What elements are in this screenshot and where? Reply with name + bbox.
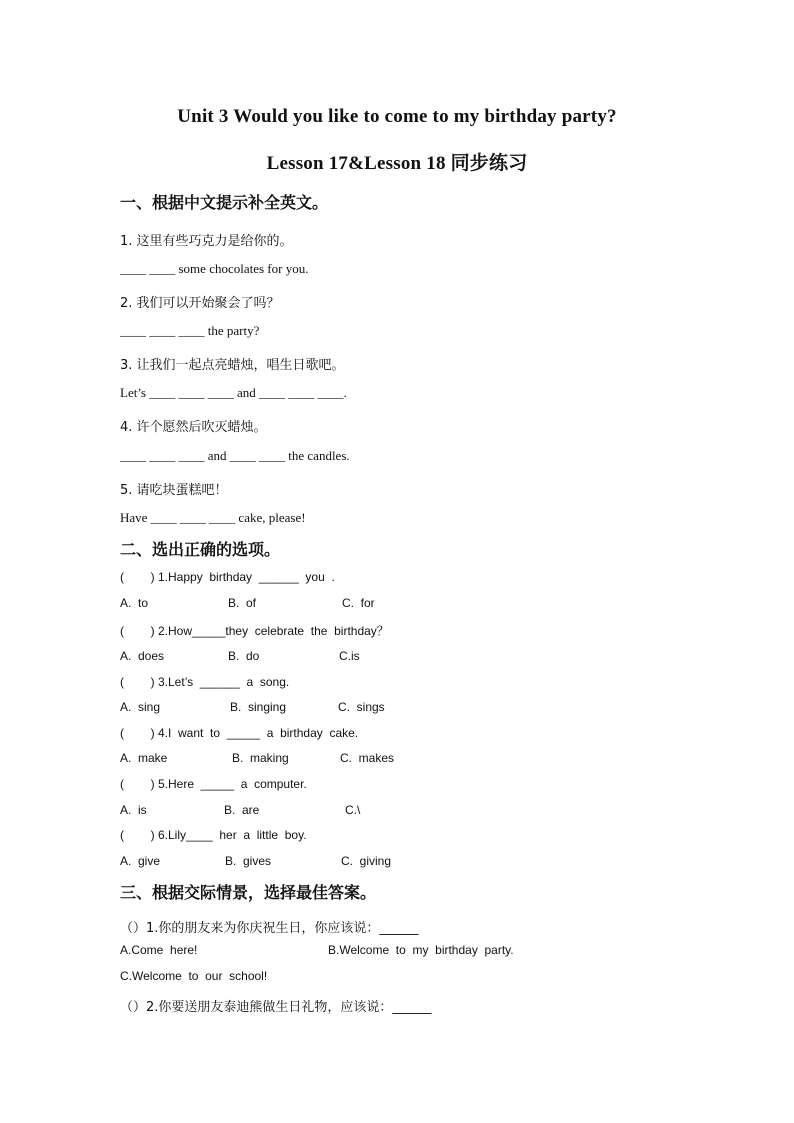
page-title: Unit 3 Would you like to come to my birthday party? — [177, 106, 617, 127]
s3-q1-question: （）1.你的朋友来为你庆祝生日，你应该说：______ — [120, 921, 419, 936]
page-subtitle: Lesson 17&Lesson 18 同步练习 — [266, 153, 528, 174]
s2-q6-question: ( ) 6.Lily____ her a little boy. — [120, 828, 307, 842]
s1-q2-english: ____ ____ ____ the party? — [120, 323, 260, 338]
s1-q4-chinese: 4. 许个愿然后吹灭蜡烛。 — [120, 420, 267, 435]
s2-q3-question: ( ) 3.Let’s ______ a song. — [120, 675, 290, 689]
s2-q5-option-c: C.\ — [345, 803, 361, 817]
s2-q4-question: ( ) 4.I want to _____ a birthday cake. — [120, 726, 359, 740]
s2-q2-option-a: A. does — [120, 649, 165, 663]
s2-q6-option-c: C. giving — [341, 854, 392, 868]
s2-q4-option-c: C. makes — [340, 751, 395, 765]
s3-q1-option-c: C.Welcome to our school! — [120, 969, 268, 983]
s2-q3-option-c: C. sings — [338, 700, 385, 714]
s3-q2-question: （）2.你要送朋友泰迪熊做生日礼物，应该说：______ — [120, 1000, 432, 1015]
s1-q5-chinese: 5. 请吃块蛋糕吧！ — [120, 483, 228, 498]
s2-q3-option-a: A. sing — [120, 700, 161, 714]
s2-q5-option-a: A. is — [120, 803, 147, 817]
s1-q3-chinese: 3. 让我们一起点亮蜡烛，唱生日歌吧。 — [120, 358, 345, 373]
s2-q1-option-a: A. to — [120, 596, 149, 610]
s3-q1-option-b: B.Welcome to my birthday party. — [328, 943, 514, 957]
section-2-heading: 二、选出正确的选项。 — [120, 540, 281, 559]
s2-q1-option-b: B. of — [228, 596, 257, 610]
s2-q1-option-c: C. for — [342, 596, 375, 610]
s2-q3-option-b: B. singing — [230, 700, 287, 714]
s2-q2-option-b: B. do — [228, 649, 260, 663]
s1-q5-english: Have ____ ____ ____ cake, please! — [120, 510, 306, 525]
s1-q1-english: ____ ____ some chocolates for you. — [120, 261, 309, 276]
s2-q4-option-a: A. make — [120, 751, 168, 765]
s2-q5-option-b: B. are — [224, 803, 260, 817]
s2-q4-option-b: B. making — [232, 751, 289, 765]
s2-q5-question: ( ) 5.Here _____ a computer. — [120, 777, 307, 791]
s2-q6-option-a: A. give — [120, 854, 161, 868]
s1-q2-chinese: 2. 我们可以开始聚会了吗？ — [120, 296, 280, 311]
s1-q3-english: Let’s ____ ____ ____ and ____ ____ ____. — [120, 385, 347, 400]
s2-q2-question: ( ) 2.How_____they celebrate the birthday？ — [120, 624, 389, 638]
section-1-heading: 一、根据中文提示补全英文。 — [120, 193, 329, 212]
s2-q6-option-b: B. gives — [225, 854, 272, 868]
s1-q1-chinese: 1. 这里有些巧克力是给你的。 — [120, 234, 293, 249]
s1-q4-english: ____ ____ ____ and ____ ____ the candles. — [120, 448, 350, 463]
s2-q1-question: ( ) 1.Happy birthday ______ you . — [120, 570, 335, 584]
section-3-heading: 三、根据交际情景，选择最佳答案。 — [120, 883, 377, 902]
s3-q1-option-a: A.Come here! — [120, 943, 198, 957]
s2-q2-option-c: C.is — [339, 649, 360, 663]
